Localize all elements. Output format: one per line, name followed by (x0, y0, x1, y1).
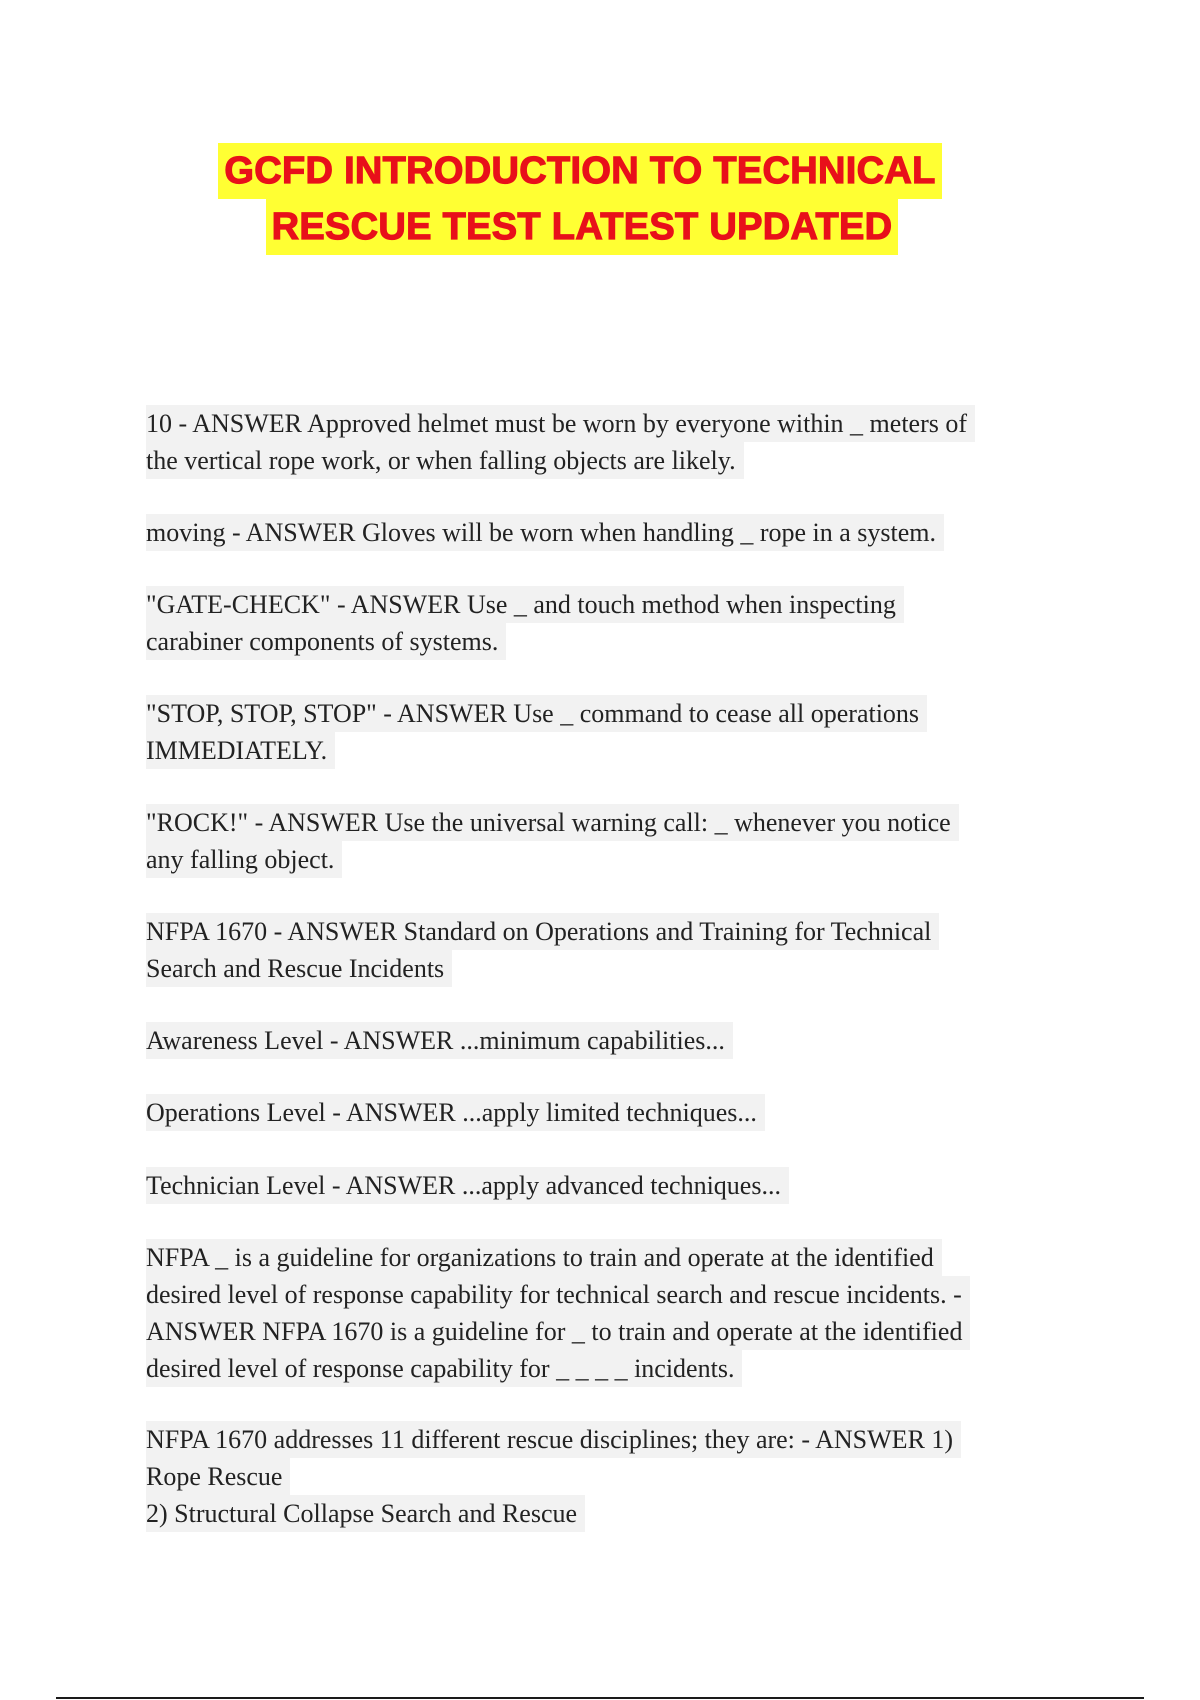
qa-line: the vertical rope work, or when falling objects are likely. (146, 442, 744, 479)
qa-item (146, 405, 975, 479)
qa-item (146, 586, 904, 660)
qa-item (146, 913, 939, 987)
qa-item (146, 514, 944, 551)
qa-line: "GATE-CHECK" - ANSWER Use _ and touch method when inspecting (146, 586, 904, 623)
qa-line: desired level of response capability for technical search and rescue incidents. - (146, 1276, 970, 1313)
qa-line: Search and Rescue Incidents (146, 950, 452, 987)
qa-line: carabiner components of systems. (146, 623, 506, 660)
qa-line: Technician Level - ANSWER ...apply advanced techniques... (146, 1167, 789, 1204)
qa-line: desired level of response capability for _ _ _ _ incidents. (146, 1350, 742, 1387)
qa-item (146, 804, 959, 878)
qa-line: NFPA 1670 addresses 11 different rescue disciplines; they are: - ANSWER 1) (146, 1421, 961, 1458)
title-line-2: RESCUE TEST LATEST UPDATED (266, 199, 899, 255)
qa-item (146, 1239, 970, 1387)
qa-line: "STOP, STOP, STOP" - ANSWER Use _ command to cease all operations (146, 695, 927, 732)
qa-line: 10 - ANSWER Approved helmet must be worn by everyone within _ meters of (146, 405, 975, 442)
qa-line: any falling object. (146, 841, 342, 878)
document-title (0, 143, 1200, 255)
footer-rule (56, 1697, 1144, 1699)
qa-line: ANSWER NFPA 1670 is a guideline for _ to train and operate at the identified (146, 1313, 970, 1350)
qa-line: IMMEDIATELY. (146, 732, 335, 769)
qa-line: moving - ANSWER Gloves will be worn when handling _ rope in a system. (146, 514, 944, 551)
qa-line: Operations Level - ANSWER ...apply limited techniques... (146, 1094, 765, 1131)
qa-line: 2) Structural Collapse Search and Rescue (146, 1495, 585, 1532)
qa-line: Awareness Level - ANSWER ...minimum capabilities... (146, 1022, 733, 1059)
qa-item (146, 1022, 733, 1059)
qa-line: NFPA _ is a guideline for organizations to train and operate at the identified (146, 1239, 942, 1276)
qa-line: NFPA 1670 - ANSWER Standard on Operations and Training for Technical (146, 913, 939, 950)
qa-item (146, 1167, 789, 1204)
qa-item (146, 695, 927, 769)
qa-item (146, 1094, 765, 1131)
title-line-1: GCFD INTRODUCTION TO TECHNICAL (218, 143, 941, 199)
qa-line: Rope Rescue (146, 1458, 290, 1495)
qa-line: "ROCK!" - ANSWER Use the universal warning call: _ whenever you notice (146, 804, 959, 841)
qa-item (146, 1421, 961, 1532)
